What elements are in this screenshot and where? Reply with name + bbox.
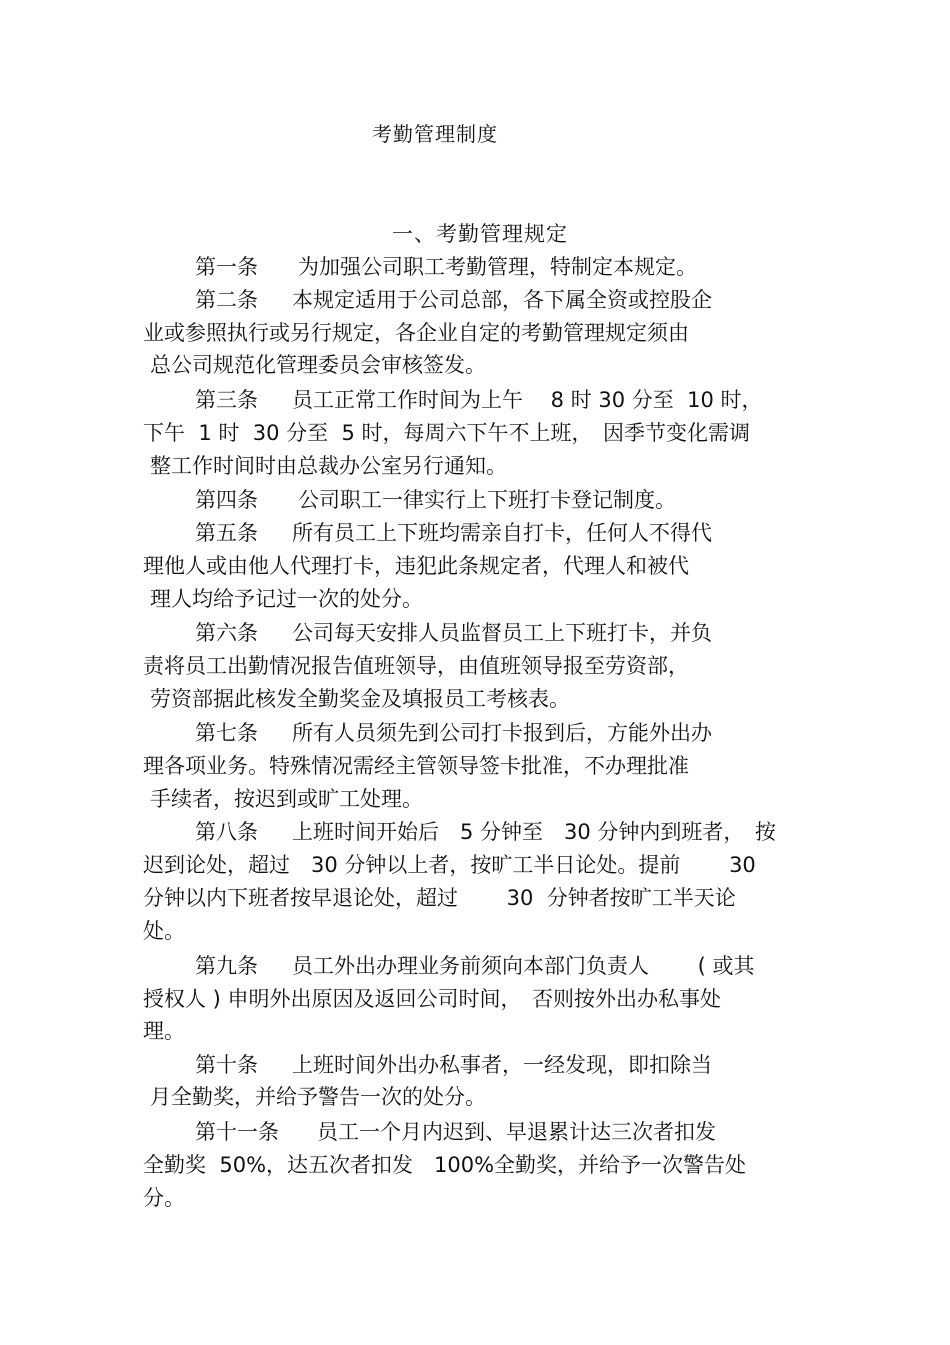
article-6-line-1 [195,618,712,648]
article-6-line-3: 劳资部据此核发全勤奖金及填报员工考核表。 [150,687,570,711]
article-9-line-1 [195,951,755,981]
article-9-label: 第九条 [195,954,258,978]
document-title: 考勤管理制度 [372,122,498,146]
article-10-line-1 [195,1050,712,1080]
article-5-line-1 [195,518,712,548]
article-3-label: 第三条 [195,388,258,412]
article-6-label: 第六条 [195,621,258,645]
article-6-line-2: 责将员工出勤情况报告值班领导，由值班领导报至劳资部， [143,654,689,678]
article-1-label: 第一条 [195,255,258,279]
article-9-text: 员工外出办理业务前须向本部门负责人 ( 或其 [292,954,755,978]
article-11-line-1 [195,1117,716,1147]
article-8-text: 上班时间开始后 5 分钟至 30 分钟内到班者， 按 [292,820,776,844]
article-2-line-2: 业或参照执行或另行规定，各企业自定的考勤管理规定须由 [143,321,689,345]
article-8-line-4: 处。 [143,919,185,943]
article-2-line-3: 总公司规范化管理委员会审核签发。 [150,353,486,377]
article-7-label: 第七条 [195,721,258,745]
article-9-line-2: 授权人 ) 申明外出原因及返回公司时间， 否则按外出办私事处 [143,987,722,1011]
article-8-line-2: 迟到论处，超过 30 分钟以上者，按旷工半日论处。提前 30 [143,853,756,877]
article-7-line-2: 理各项业务。特殊情况需经主管领导签卡批准，不办理批准 [143,754,689,778]
article-3-line-1 [195,385,763,415]
article-4-label: 第四条 [195,488,258,512]
article-11-line-3: 分。 [143,1186,185,1210]
article-1-line-1 [195,252,697,282]
article-8-line-1 [195,817,776,847]
article-3-line-2: 下午 1 时 30 分至 5 时，每周六下午不上班， 因季节变化需调 [143,421,751,445]
article-9-line-3: 理。 [143,1019,185,1043]
article-8-label: 第八条 [195,820,258,844]
article-2-line-1 [195,285,712,315]
article-11-label: 第十一条 [195,1120,279,1144]
article-5-text: 所有员工上下班均需亲自打卡，任何人不得代 [292,521,712,545]
article-10-text: 上班时间外出办私事者，一经发现，即扣除当 [292,1053,712,1077]
article-4-text: 公司职工一律实行上下班打卡登记制度。 [298,488,676,512]
article-3-text: 员工正常工作时间为上午 8 时 30 分至 10 时， [292,388,763,412]
article-10-label: 第十条 [195,1053,258,1077]
article-2-label: 第二条 [195,288,258,312]
article-5-label: 第五条 [195,521,258,545]
article-5-line-3: 理人均给予记过一次的处分。 [150,587,423,611]
article-6-text: 公司每天安排人员监督员工上下班打卡，并负 [292,621,712,645]
article-4-line-1 [195,485,676,515]
article-5-line-2: 理他人或由他人代理打卡，违犯此条规定者，代理人和被代 [143,554,689,578]
article-7-text: 所有人员须先到公司打卡报到后，方能外出办 [292,721,712,745]
article-1-text: 为加强公司职工考勤管理，特制定本规定。 [298,255,697,279]
article-8-line-3: 分钟以内下班者按早退论处，超过 30 分钟者按旷工半天论 [143,886,736,910]
article-10-line-2: 月全勤奖，并给予警告一次的处分。 [150,1085,486,1109]
article-11-line-2: 全勤奖 50%，达五次者扣发 100%全勤奖，并给予一次警告处 [143,1153,747,1177]
article-7-line-3: 手续者，按迟到或旷工处理。 [150,787,423,811]
article-3-line-3: 整工作时间时由总裁办公室另行通知。 [150,454,507,478]
article-11-text: 员工一个月内迟到、早退累计达三次者扣发 [317,1120,716,1144]
section-title: 一、考勤管理规定 [392,222,568,246]
article-2-text: 本规定适用于公司总部，各下属全资或控股企 [292,288,712,312]
article-7-line-1 [195,718,712,748]
